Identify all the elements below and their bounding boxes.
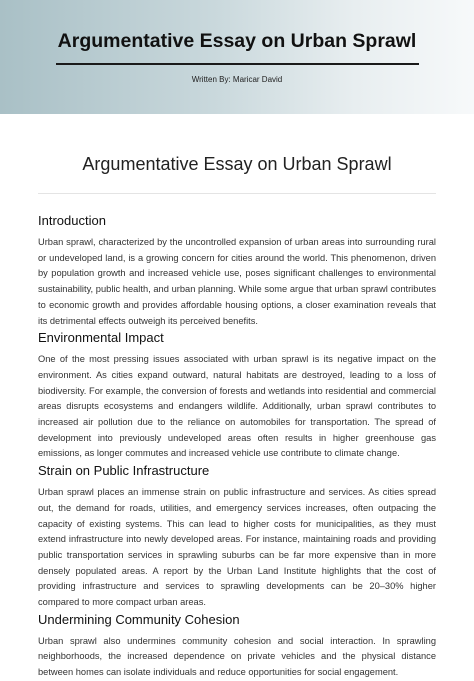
section-heading: Introduction	[38, 213, 106, 228]
title-divider	[38, 193, 436, 194]
section-introduction	[38, 212, 436, 329]
header-title: Argumentative Essay on Urban Sprawl	[57, 30, 417, 52]
section-heading: Strain on Public Infrastructure	[38, 463, 210, 479]
section-heading: Environmental Impact	[38, 330, 164, 346]
section-paragraph: Urban sprawl, characterized by the uncontrolled expansion of urban areas into surrounding rural or undeveloped land, is a growing concern for cities around the world. This phenomenon, driven by population growth and increased vehicle use, poses significant challenges to environmental sustainability, public health, and urban planning. While some argue that urban sprawl contributes to economic growth and provides affordable housing options, a closer examination reveals that its detrimental effects outweigh its perceived benefits.	[38, 237, 436, 326]
header-banner	[0, 0, 474, 114]
section-paragraph: Urban sprawl also undermines community cohesion and social interaction. In sprawling neighborhoods, the increased dependence on private vehicles and the physical distance between homes can isolate individuals and reduce opportunities for social engagement.	[38, 635, 436, 678]
section-heading: Undermining Community Cohesion	[38, 611, 240, 627]
section-paragraph: One of the most pressing issues associated with urban sprawl is its negative impact on the environment. As cities expand outward, natural habitats are destroyed, leading to a loss of biodiversity. For example, the conversion of forests and wetlands into residential and commercial areas disrupts ecosystems and endangers wildlife. Additionally, urban sprawl contributes to increased air pollution due to the reliance on automobiles for transportation. The spread of development into previously undeveloped areas often results in higher greenhouse gas emissions, as longer commutes and increased vehicle use contribute to climate change.	[38, 354, 436, 459]
header-divider	[56, 63, 419, 65]
section-community-cohesion	[38, 611, 436, 681]
section-public-infrastructure	[38, 462, 436, 611]
section-environmental-impact	[38, 329, 436, 462]
essay-body	[38, 212, 436, 678]
header-author: Written By: Maricar David	[191, 75, 283, 84]
document-title: Argumentative Essay on Urban Sprawl	[82, 154, 392, 174]
section-paragraph: Urban sprawl places an immense strain on public infrastructure and services. As cities spread out, the demand for roads, utilities, and emergency services increases, often outpacing the capacity of existing systems. This can lead to higher costs for municipalities, as they must extend infrastructure into newly developed areas. For instance, maintaining roads and providing public transportation services in sprawling suburbs can be far more expensive than in more densely populated areas. A report by the Urban Land Institute highlights that the cost of providing infrastructure and services to sprawling developments can be 20–30% higher compared to more compact urban areas.	[38, 487, 436, 608]
